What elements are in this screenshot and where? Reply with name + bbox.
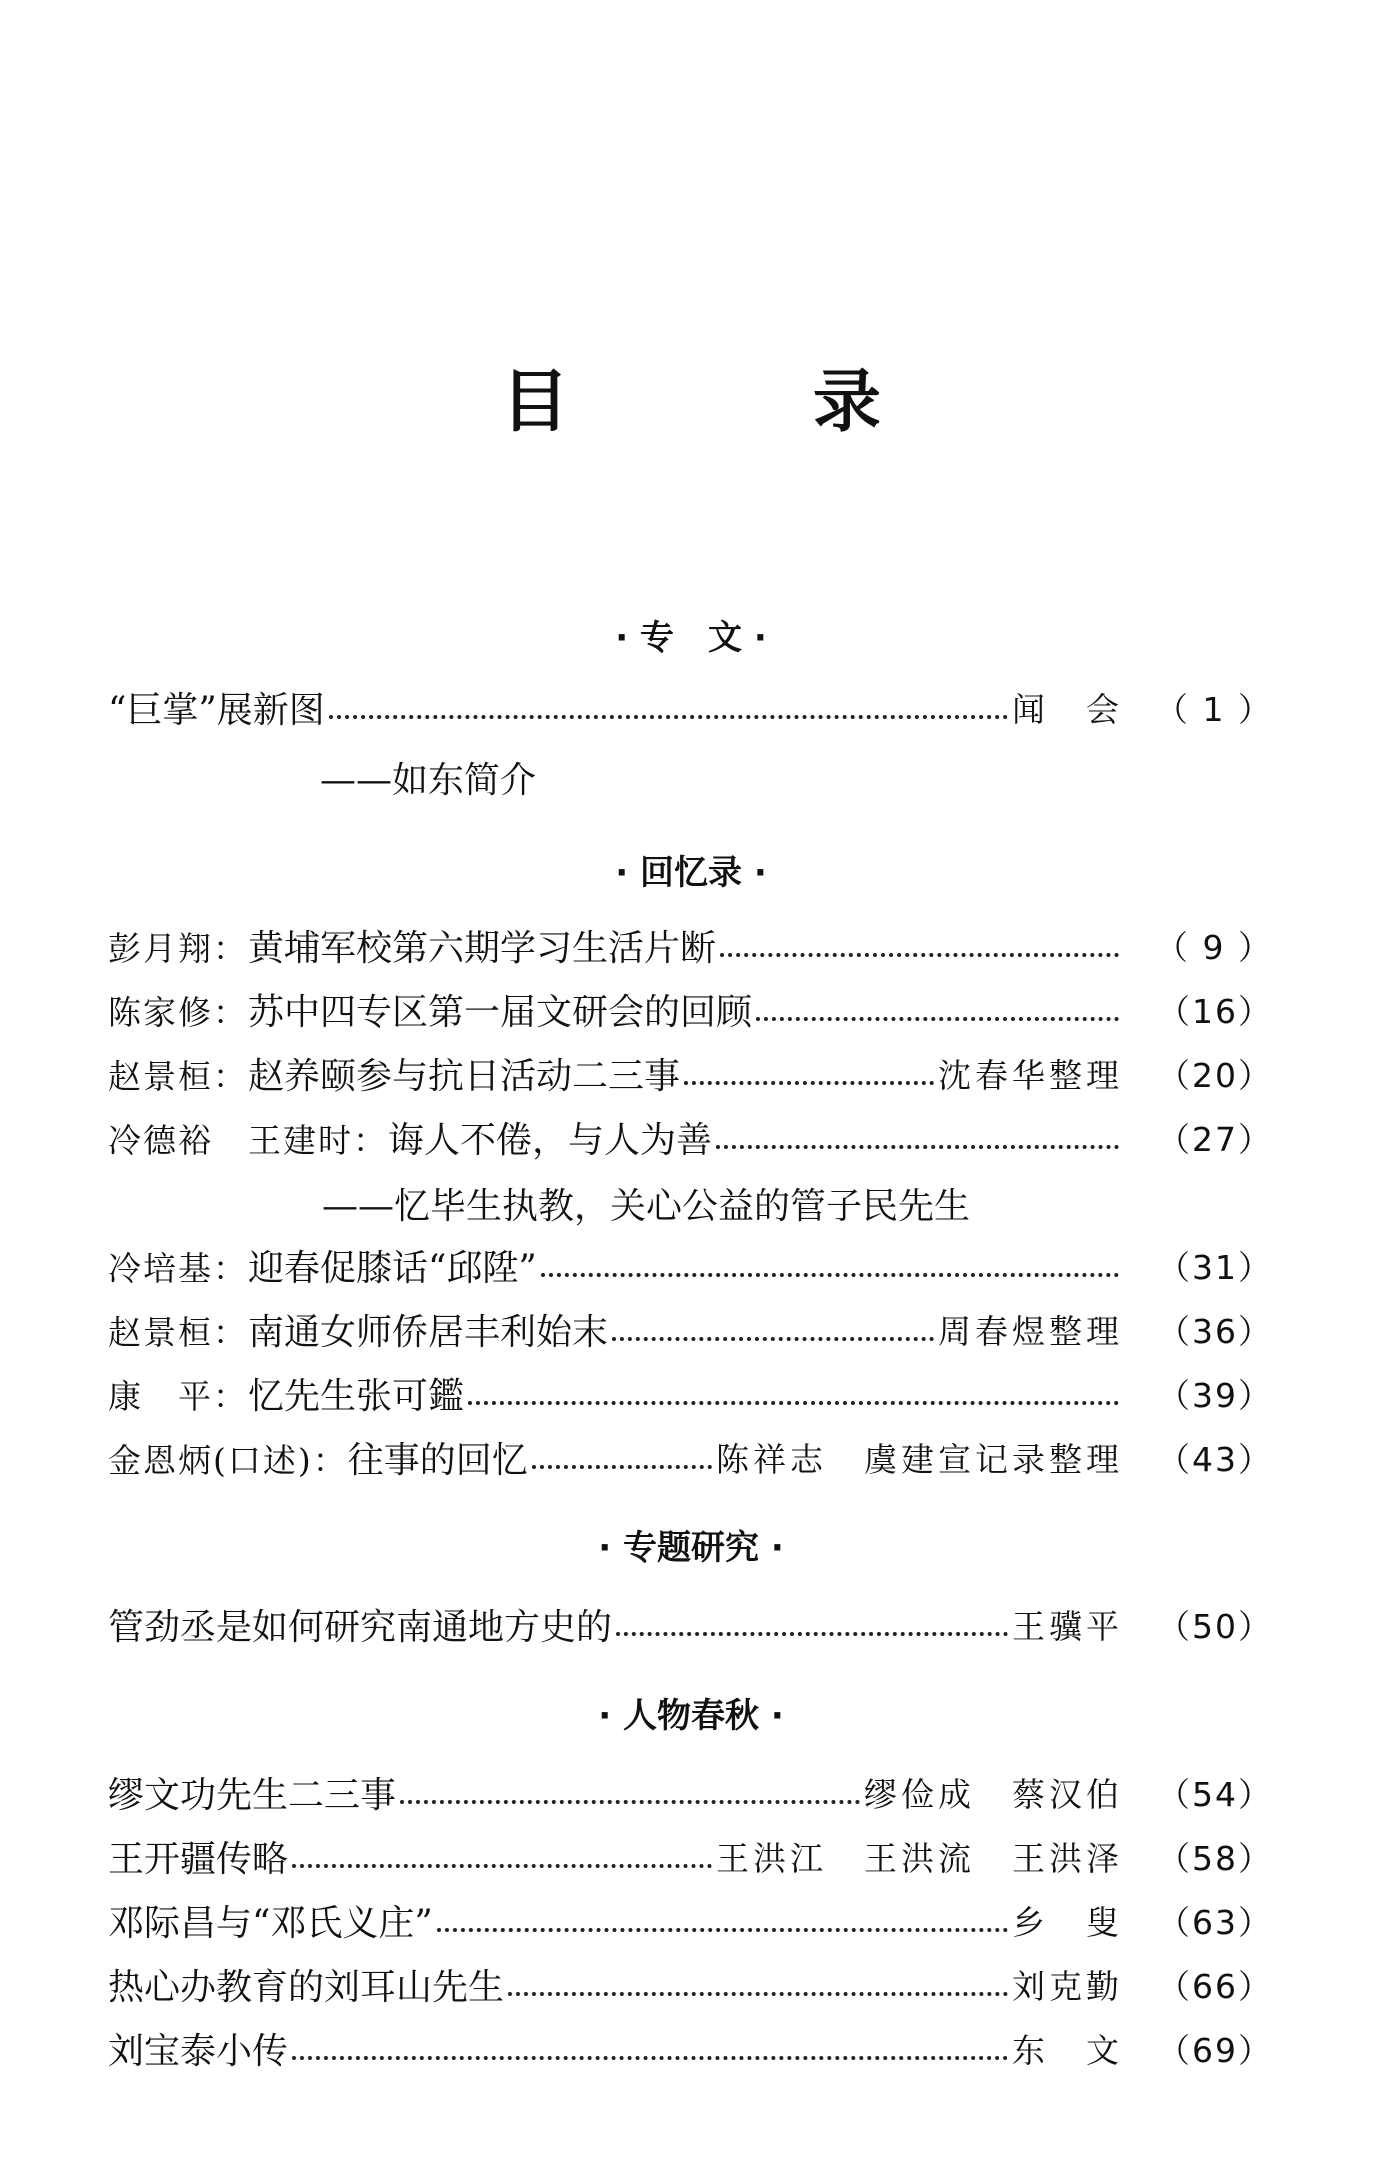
entry-page: （58） [1157,1838,1273,1878]
entry-author: 陈祥志 虞建宣记录整理 [716,1439,1123,1479]
section-heading-special-research: · 专题研究 · [598,1528,784,1568]
leader-dots [468,1401,1119,1405]
entry-author-prefix: 康 平： [108,1376,248,1416]
entry-title: 诲人不倦，与人为善 [388,1119,713,1161]
toc-entry[interactable] [108,1302,1273,1356]
page-title: 目 录 [501,363,991,442]
toc-entry[interactable] [108,680,1273,734]
toc-entry[interactable] [108,1957,1273,2011]
entry-title: 南通女师侨居丰利始末 [248,1311,609,1353]
entry-title: 邓际昌与“邓氏义庄” [108,1902,433,1944]
entry-title: 苏中四专区第一届文研会的回顾 [248,991,753,1033]
toc-entry[interactable] [108,1893,1273,1947]
leader-dots [532,1465,712,1469]
toc-entry[interactable] [108,1765,1273,1819]
entry-author: 闻 会 [1012,689,1123,729]
entry-title: 缪文功先生二三事 [108,1774,397,1816]
entry-page: （69） [1157,2030,1273,2070]
entry-title: 刘宝泰小传 [108,2030,289,2072]
entry-title: 迎春促膝话“邱陞” [248,1247,537,1289]
entry-page: （50） [1157,1606,1273,1646]
entry-page: （ 1 ） [1155,689,1273,729]
entry-page: （36） [1157,1311,1273,1351]
section-heading-memoirs: · 回忆录 · [615,853,767,893]
toc-entry[interactable] [108,1829,1273,1883]
entry-author: 沈春华整理 [938,1055,1123,1095]
entry-author-prefix: 赵景桓： [108,1056,248,1096]
entry-author-prefix: 冷德裕 王建时： [108,1120,388,1160]
entry-author: 王骥平 [1012,1606,1123,1646]
entry-author: 周春煜整理 [938,1311,1123,1351]
entry-title: 热心办教育的刘耳山先生 [108,1966,505,2008]
leader-dots [612,1337,934,1341]
entry-page: （63） [1157,1902,1273,1942]
entry-title: 王开疆传略 [108,1838,289,1880]
leader-dots [684,1081,934,1085]
entry-title: 忆先生张可鑑 [248,1375,465,1417]
entry-page: （27） [1157,1119,1273,1159]
entry-author-prefix: 冷培基： [108,1248,248,1288]
leader-dots [400,1800,860,1804]
toc-entry[interactable] [108,1597,1273,1651]
leader-dots [716,1145,1119,1149]
entry-page: （39） [1157,1375,1273,1415]
toc-entry[interactable] [108,1430,1273,1484]
toc-entry[interactable] [108,918,1273,972]
entry-title: 赵养颐参与抗日活动二三事 [248,1055,681,1097]
section-heading-special-articles: · 专 文 · [615,618,767,658]
leader-dots [616,1632,1008,1636]
toc-entry[interactable] [108,1366,1273,1420]
leader-dots [541,1273,1119,1277]
leader-dots [756,1017,1119,1021]
toc-entry[interactable] [108,1238,1273,1292]
entry-page: （16） [1157,991,1273,1031]
section-heading-biographies: · 人物春秋 · [598,1696,784,1736]
toc-entry[interactable] [108,982,1273,1036]
entry-author: 刘克勤 [1012,1966,1123,2006]
entry-title: 往事的回忆 [347,1439,528,1481]
entry-title: “巨掌”展新图 [108,689,325,731]
entry-subtitle: ——如东简介 [320,760,537,801]
entry-page: （ 9 ） [1155,927,1273,967]
toc-entry[interactable] [108,1046,1273,1100]
entry-title: 管劲丞是如何研究南通地方史的 [108,1606,613,1648]
toc-entry[interactable] [108,1110,1273,1164]
entry-author: 东 文 [1012,2030,1123,2070]
entry-author: 缪俭成 蔡汉伯 [864,1774,1123,1814]
entry-page: （54） [1157,1774,1273,1814]
leader-dots [292,2056,1008,2060]
entry-page: （20） [1157,1055,1273,1095]
leader-dots [508,1992,1008,1996]
entry-author-prefix: 彭月翔： [108,928,248,968]
entry-page: （43） [1157,1439,1273,1479]
leader-dots [292,1864,712,1868]
leader-dots [329,715,1008,719]
leader-dots [437,1928,1008,1932]
entry-author: 王洪江 王洪流 王洪泽 [716,1838,1123,1878]
entry-author-prefix: 陈家修： [108,992,248,1032]
entry-page: （66） [1157,1966,1273,2006]
entry-page: （31） [1157,1247,1273,1287]
leader-dots [720,953,1119,957]
entry-subtitle: ——忆毕生执教，关心公益的管子民先生 [322,1186,971,1227]
toc-entry[interactable] [108,2021,1273,2075]
entry-author-prefix: 赵景桓： [108,1312,248,1352]
entry-author-prefix: 金恩炳(口述)： [108,1440,348,1480]
entry-title: 黄埔军校第六期学习生活片断 [248,927,717,969]
entry-author: 乡 叟 [1012,1902,1123,1942]
